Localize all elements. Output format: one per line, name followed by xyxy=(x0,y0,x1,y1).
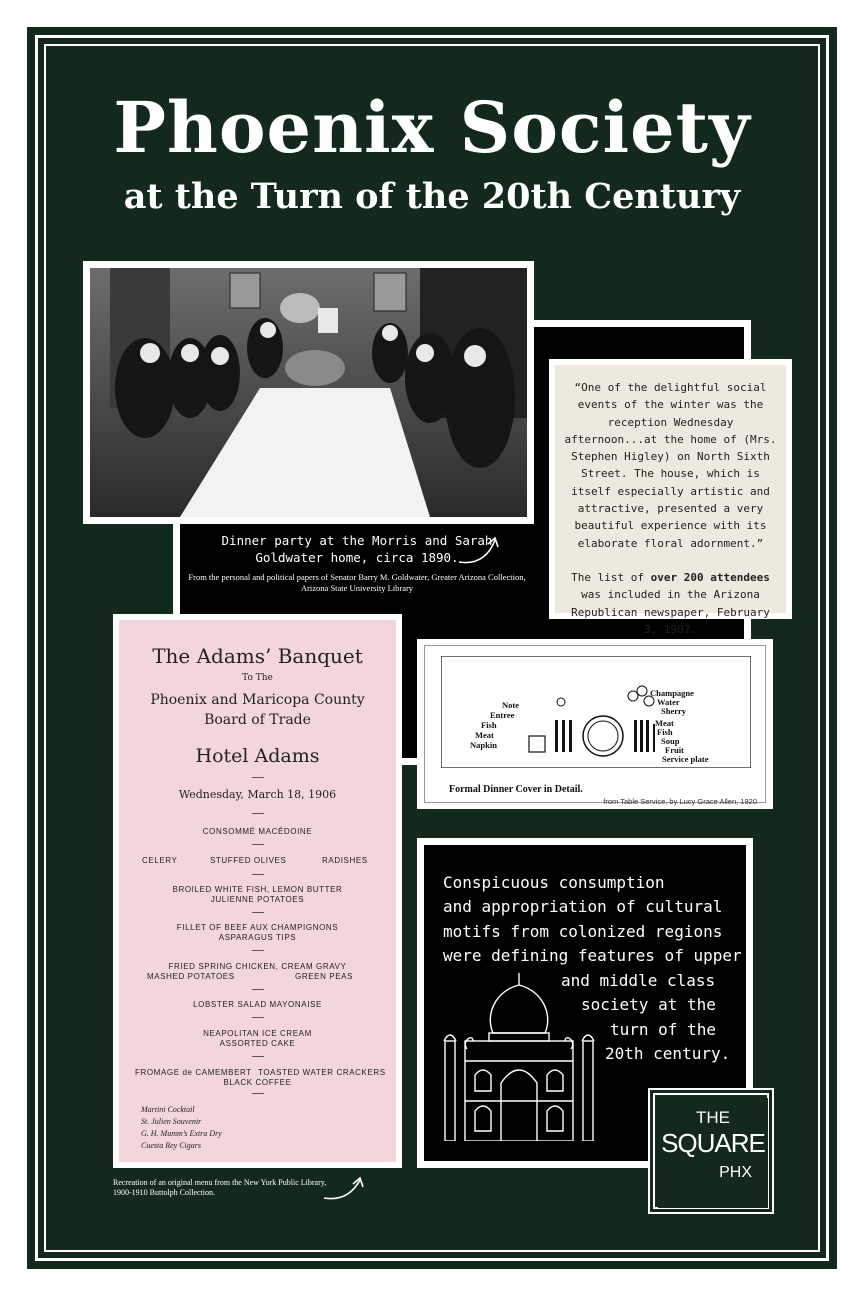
panel-text-line: society at the xyxy=(581,995,716,1014)
cover-label: Fish xyxy=(481,720,497,730)
logo-line: THE xyxy=(696,1108,730,1127)
panel-text-line: 20th century. xyxy=(605,1044,731,1063)
menu-title: The Adams’ Banquet xyxy=(152,644,363,668)
dinner-party-image xyxy=(90,268,527,517)
panel-text-line: turn of the xyxy=(610,1020,716,1039)
panel-text-line: and appropriation of cultural xyxy=(443,897,723,916)
menu-board: Phoenix and Maricopa County Board of Trade xyxy=(150,692,365,728)
menu-course: BLACK COFFEE xyxy=(223,1078,292,1087)
menu-divider xyxy=(252,844,264,845)
menu-item: GREEN PEAS xyxy=(295,972,354,981)
logo-line: SQUARE xyxy=(661,1128,765,1158)
dinner-cover-diagram xyxy=(417,639,773,809)
cover-source: from Table Service, by Lucy Grace Allen, 1920 xyxy=(603,797,757,806)
place-setting-drawing xyxy=(441,656,751,768)
menu-course: NEAPOLITAN ICE CREAM xyxy=(203,1029,312,1038)
quote-text: “One of the delightful social events of the winter was the reception Wednesday afternoon...at the home of (Mrs. Stephen Higley) on North Sixth Street. The house, which is itself especially artistic and attractive, presented a very beautiful experience with its elaborate floral adornment.” xyxy=(564,381,777,550)
cover-label: Fruit xyxy=(665,745,684,755)
cover-label: Champagne xyxy=(650,688,694,698)
cover-label: Fish xyxy=(657,727,673,737)
menu-item: TOASTED WATER CRACKERS xyxy=(258,1068,386,1077)
menu-course: CONSOMMÉ MACÉDOINE xyxy=(202,827,313,836)
panel-text-line: Conspicuous consumption xyxy=(443,873,665,892)
menu-divider xyxy=(252,1017,264,1018)
menu-item: STUFFED OLIVES xyxy=(210,856,287,865)
cover-label: Entree xyxy=(490,710,515,720)
menu-divider xyxy=(252,813,264,814)
poster-subtitle: at the Turn of the 20th Century xyxy=(123,176,741,217)
banquet-menu-card xyxy=(113,614,402,1168)
cover-label: Soup xyxy=(661,736,680,746)
cover-caption: Formal Dinner Cover in Detail. xyxy=(449,784,583,795)
panel-text-line: were defining features of upper xyxy=(443,946,742,965)
attendees-note: The list of over 200 attendees was included in the Arizona Republican newspaper, February 3, 1907. xyxy=(571,570,770,636)
cover-label: Note xyxy=(502,700,519,710)
cover-label: Meat xyxy=(475,730,494,740)
curved-arrow-icon xyxy=(455,532,505,568)
menu-course: ASPARAGUS TIPS xyxy=(218,933,297,942)
menu-divider xyxy=(252,1093,264,1094)
panel-text-line: motifs from colonized regions xyxy=(443,922,723,941)
menu-divider xyxy=(252,989,264,990)
cover-label: Sherry xyxy=(661,706,687,716)
menu-item: RADISHES xyxy=(322,856,368,865)
menu-hotel: Hotel Adams xyxy=(195,745,320,767)
newspaper-quote-card xyxy=(549,359,792,636)
photo-caption: Dinner party at the Morris and Sarah Goldwater home, circa 1890. xyxy=(221,533,493,565)
menu-item: CELERY xyxy=(142,856,178,865)
menu-drinks: Martini Cocktail St. Julien Souvenir G. H. Mumm’s Extra Dry Cuesta Rey Cigars xyxy=(141,1105,222,1150)
the-square-phx-logo xyxy=(648,1088,778,1218)
menu-divider xyxy=(252,1056,264,1057)
menu-divider xyxy=(252,874,264,875)
menu-divider xyxy=(252,950,264,951)
logo-line: PHX xyxy=(719,1164,752,1181)
poster-title: Phoenix Society xyxy=(113,86,751,169)
menu-divider xyxy=(252,912,264,913)
panel-text-line: and middle class xyxy=(561,971,716,990)
menu-course: FRIED SPRING CHICKEN, CREAM GRAVY xyxy=(168,962,347,971)
cover-label: Meat xyxy=(655,718,674,728)
cover-label: Service plate xyxy=(662,754,709,764)
curved-arrow-icon xyxy=(320,1172,368,1204)
cover-label: Water xyxy=(657,697,680,707)
menu-date: Wednesday, March 18, 1906 xyxy=(178,788,337,801)
menu-divider xyxy=(252,777,264,778)
menu-course: JULIENNE POTATOES xyxy=(210,895,305,904)
menu-course: BROILED WHITE FISH, LEMON BUTTER xyxy=(172,885,343,894)
menu-item: MASHED POTATOES xyxy=(147,972,235,981)
menu-item: FROMAGE de CAMEMBERT xyxy=(135,1068,252,1077)
menu-course: FILLET OF BEEF AUX CHAMPIGNONS xyxy=(176,923,339,932)
menu-course: ASSORTED CAKE xyxy=(219,1039,296,1048)
cover-label: Napkin xyxy=(470,740,497,750)
menu-credit: Recreation of an original menu from the New York Public Library, 1900-1910 Buttolph Collection. xyxy=(113,1178,327,1197)
taj-mahal-icon xyxy=(443,971,605,1141)
menu-to: To The xyxy=(242,673,273,683)
photo-credit: From the personal and political papers of Senator Barry M. Goldwater, Greater Arizona Collection, Arizona State University Library xyxy=(188,572,526,593)
dinner-party-photo xyxy=(83,261,534,524)
menu-course: LOBSTER SALAD MAYONAISE xyxy=(193,1000,322,1009)
